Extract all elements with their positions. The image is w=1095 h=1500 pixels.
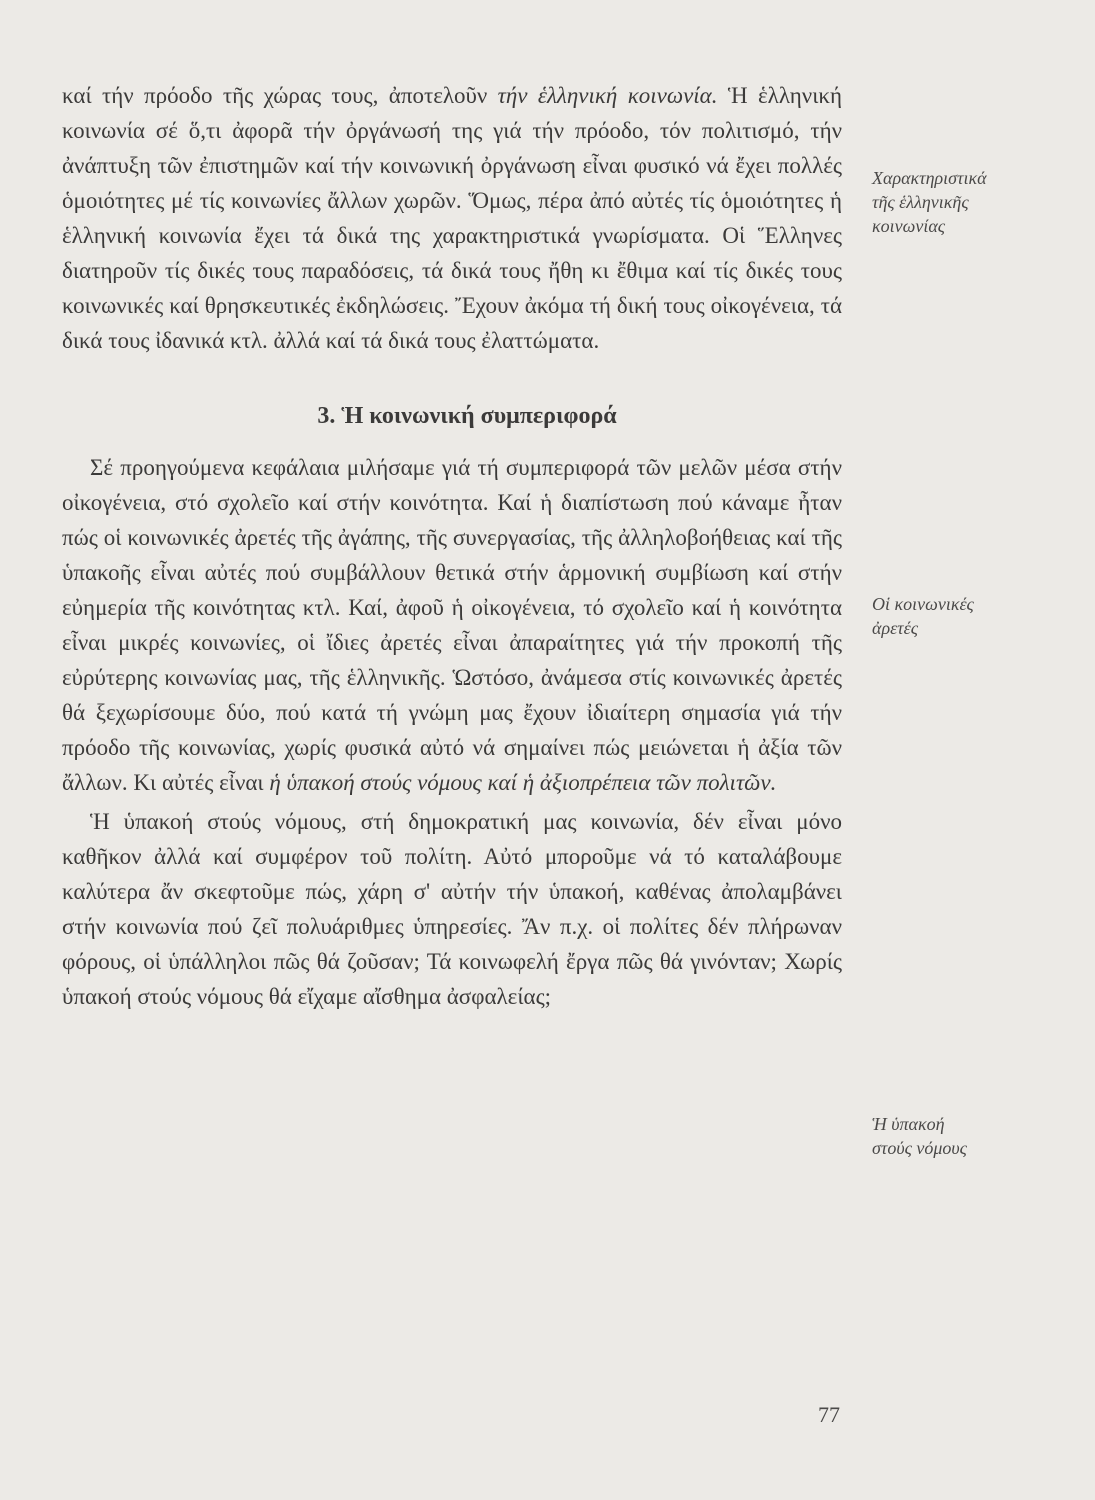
- paragraph-2: [62, 450, 842, 800]
- margin-note-virtues: [872, 592, 1052, 640]
- main-text-column: [62, 78, 842, 1014]
- margin-note-line: Ἡ ὑπακοή: [872, 1114, 945, 1134]
- margin-note-line: Χαρακτηριστικά: [872, 168, 987, 188]
- margin-note-line: στούς νόμους: [872, 1138, 967, 1158]
- paragraph-1-segment-3: Ἡ ἑλληνική κοινωνία σέ ὅ,τι ἀφορᾶ τήν ὀργάνωσή της γιά τήν πρόοδο, τόν πολιτισμό, τήν ἀνάπτυξη τῶν ἐπιστημῶν καί τήν κοινωνική ὀργάνωση εἶναι φυσικό νά ἔχει πολλές ὁμοιότητες μέ τίς κοινωνίες ἄλλων χωρῶν. Ὅμως, πέρα ἀπό αὐτές τίς ὁμοιότητες ἡ ἑλληνική κοινωνία ἔχει τά δικά της χαρακτηριστικά γνωρίσματα. Οἱ Ἕλληνες διατηροῦν τίς δικές τους παραδόσεις, τά δικά τους ἤθη κι ἔθιμα καί τίς δικές τους κοινωνικές καί θρησκευτικές ἐκδηλώσεις. Ἔχουν ἀκόμα τή δική τους οἰκογένεια, τά δικά τους ἰδανικά κτλ. ἀλλά καί τά δικά τους ἐλαττώματα.: [62, 83, 842, 353]
- paragraph-2-italic-term: ἡ ὑπακοή στούς νόμους καί ἡ ἀξιοπρέπεια τῶν πολιτῶν.: [269, 770, 777, 795]
- paragraph-1-segment-1: καί τήν πρόοδο τῆς χώρας τους, ἀποτελοῦν: [62, 83, 498, 108]
- section-heading: 3. Ἡ κοινωνική συμπεριφορά: [317, 403, 617, 429]
- margin-note-line: κοινωνίας: [872, 216, 946, 236]
- margin-note-characteristics: [872, 166, 1052, 238]
- margin-note-line: ἀρετές: [872, 618, 919, 638]
- paragraph-3: Ἡ ὑπακοή στούς νόμους, στή δημοκρατική μας κοινωνία, δέν εἶναι μόνο καθῆκον ἀλλά καί συμφέρον τοῦ πολίτη. Αὐτό μποροῦμε νά τό καταλάβουμε καλύτερα ἄν σκεφτοῦμε πώς, χάρη σ' αὐτήν τήν ὑπακοή, καθένας ἀπολαμβάνει στήν κοινωνία πού ζεῖ πολυάριθμες ὑπηρεσίες. Ἄν π.χ. οἱ πολίτες δέν πλήρωναν φόρους, οἱ ὑπάλληλοι πῶς θά ζοῦσαν; Τά κοινωφελή ἔργα πῶς θά γινόνταν; Χωρίς ὑπακοή στούς νόμους θά εἴχαμε αἴσθημα ἀσφαλείας;: [62, 809, 842, 1009]
- margin-note-line: τῆς ἑλληνικῆς: [872, 192, 969, 212]
- paragraph-1: [62, 78, 842, 358]
- margin-note-line: Οἱ κοινωνικές: [872, 594, 974, 614]
- page-number: 77: [818, 1402, 840, 1427]
- margin-note-obedience: [872, 1112, 1052, 1160]
- paragraph-1-italic-term: τήν ἑλληνική κοινωνία.: [497, 83, 718, 108]
- paragraph-2-segment-1: Σέ προηγούμενα κεφάλαια μιλήσαμε γιά τή συμπεριφορά τῶν μελῶν μέσα στήν οἰκογένεια, στό σχολεῖο καί στήν κοινότητα. Καί ἡ διαπίστωση πού κάναμε ἦταν πώς οἱ κοινωνικές ἀρετές τῆς ἀγάπης, τῆς συνεργασίας, τῆς ἀλληλοβοήθειας καί τῆς ὑπακοῆς εἶναι αὐτές πού συμβάλλουν θετικά στήν ἁρμονική συμβίωση καί στήν εὐημερία τῆς κοινότητας κτλ. Καί, ἀφοῦ ἡ οἰκογένεια, τό σχολεῖο καί ἡ κοινότητα εἶναι μικρές κοινωνίες, οἱ ἴδιες ἀρετές εἶναι ἀπαραίτητες γιά τήν προκοπή τῆς εὐρύτερης κοινωνίας μας, τῆς ἑλληνικῆς. Ὡστόσο, ἀνάμεσα στίς κοινωνικές ἀρετές θά ξεχωρίσουμε δύο, πού κατά τή γνώμη μας ἔχουν ἰδιαίτερη σημασία γιά τήν πρόοδο τῆς κοινωνίας, χωρίς φυσικά αὐτό νά σημαίνει πώς μειώνεται ἡ ἀξία τῶν ἄλλων. Κι αὐτές εἶναι: [62, 455, 842, 795]
